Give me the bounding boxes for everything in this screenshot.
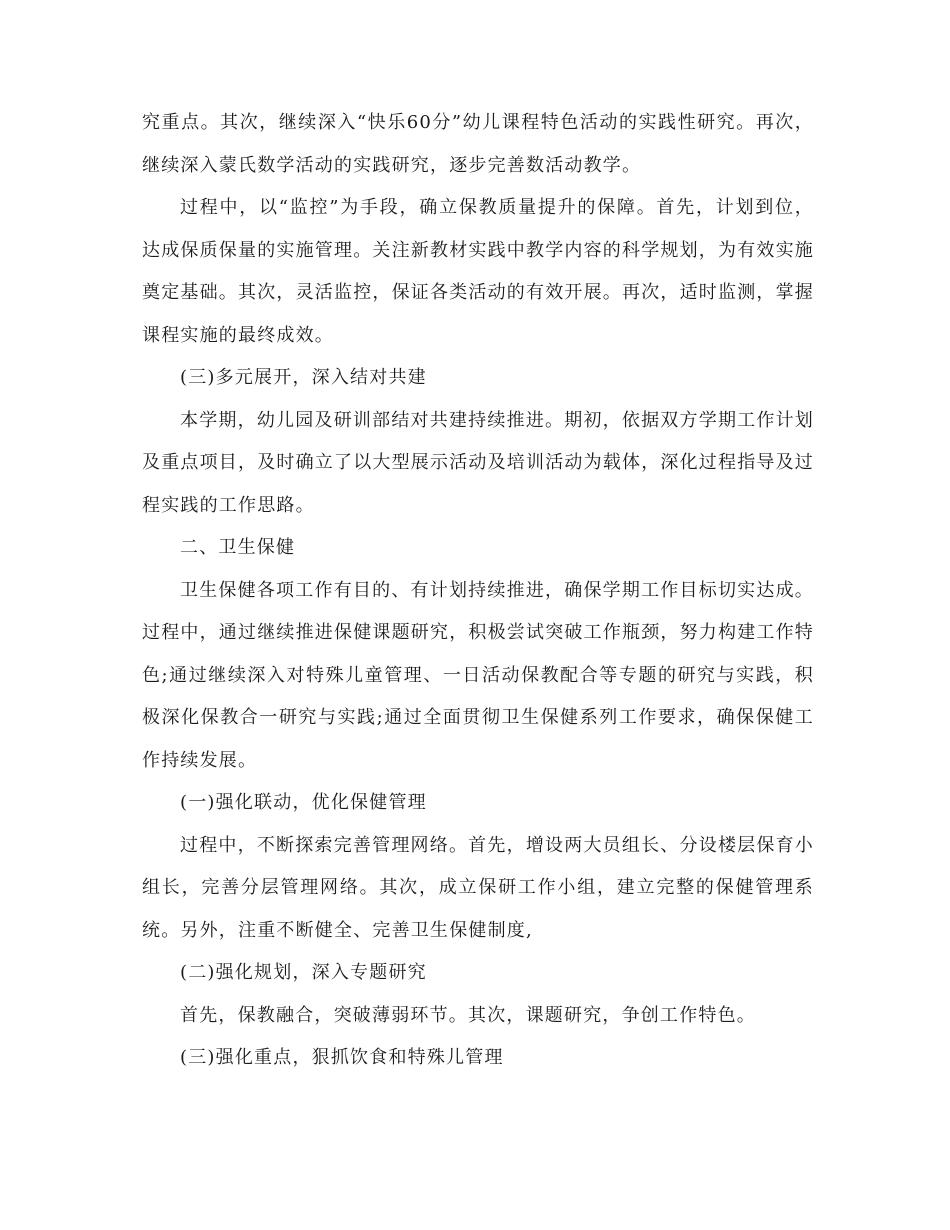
section-heading-strengthen-planning: (二)强化规划，深入专题研究 [180,962,427,983]
paragraph-3: 本学期，幼儿园及研训部结对共建持续推进。期初，依据双方学期工作计划及重点项目，及时确立了以大型展示活动及培训活动为载体，深化过程指导及过程实践的工作思路。 [142,409,814,516]
document-body [142,102,814,1080]
paragraph-4: 卫生保健各项工作有目的、有计划持续推进，确保学期工作目标切实达成。过程中，通过继续推进保健课题研究，积极尝试突破工作瓶颈，努力构建工作特色;通过继续深入对特殊儿童管理、一日活动保教配合等专题的研究与实践，积极深化保教合一研究与实践;通过全面贯彻卫生保健系列工作要求，确保保健工作持续发展。 [142,579,814,771]
paragraph-5: 过程中，不断探索完善管理网络。首先，增设两大员组长、分设楼层保育小组长，完善分层管理网络。其次，成立保研工作小组，建立完整的保健管理系统。另外，注重不断健全、完善卫生保健制度, [142,834,814,941]
section-heading-strengthen-linkage: (一)强化联动，优化保健管理 [180,792,427,813]
paragraph-2: 过程中，以“监控”为手段，确立保教质量提升的保障。首先，计划到位，达成保质保量的实施管理。关注新教材实践中教学内容的科学规划，为有效实施奠定基础。其次，灵活监控，保证各类活动的有效开展。再次，适时监测，掌握课程实施的最终成效。 [142,197,814,346]
section-heading-multi-cooperation: (三)多元展开，深入结对共建 [180,367,427,388]
section-heading-strengthen-focus: (三)强化重点，狠抓饮食和特殊儿管理 [180,1047,504,1068]
section-heading-health-care: 二、卫生保健 [180,537,296,558]
paragraph-6: 首先，保教融合，突破薄弱环节。其次，课题研究，争创工作特色。 [180,1004,756,1026]
paragraph-1: 究重点。其次，继续深入“快乐60分”幼儿课程特色活动的实践性研究。再次，继续深入蒙氏数学活动的实践研究，逐步完善数活动教学。 [142,112,814,176]
